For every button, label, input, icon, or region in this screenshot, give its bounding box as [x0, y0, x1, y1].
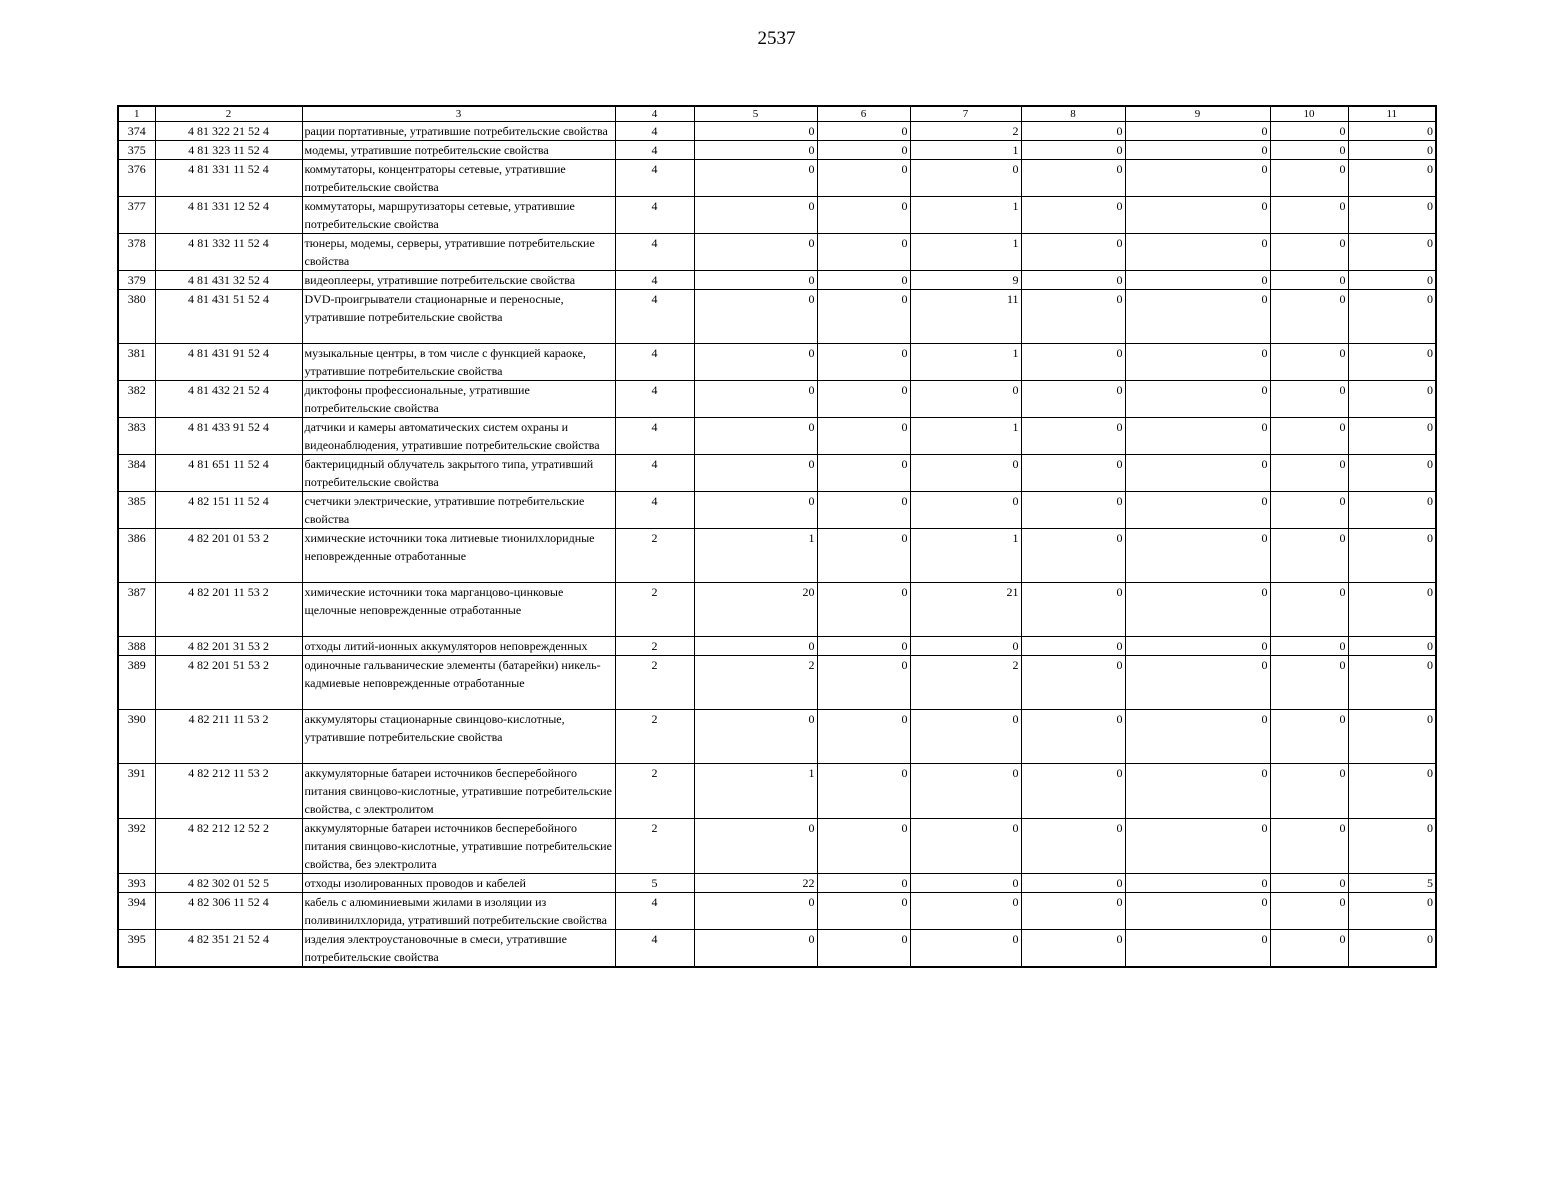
value-col-11: 5 — [1348, 874, 1436, 893]
value-col-9: 0 — [1125, 583, 1270, 637]
waste-name: DVD-проигрыватели стационарные и переносные, утратившие потребительские свойства — [302, 290, 615, 344]
value-col-11: 0 — [1348, 893, 1436, 930]
value-col-9: 0 — [1125, 141, 1270, 160]
value-col-10: 0 — [1270, 583, 1348, 637]
table-row — [118, 160, 1436, 197]
value-col-8: 0 — [1021, 455, 1125, 492]
waste-name: кабель с алюминиевыми жилами в изоляции из поливинилхлорида, утративший потребительские свойства — [302, 893, 615, 930]
waste-code: 4 81 332 11 52 4 — [155, 234, 302, 271]
row-number: 389 — [118, 656, 155, 710]
value-col-10: 0 — [1270, 656, 1348, 710]
value-col-6: 0 — [817, 290, 910, 344]
hazard-class: 4 — [615, 160, 694, 197]
waste-name: изделия электроустановочные в смеси, утратившие потребительские свойства — [302, 930, 615, 968]
waste-code: 4 81 431 32 52 4 — [155, 271, 302, 290]
row-number: 386 — [118, 529, 155, 583]
waste-code: 4 82 306 11 52 4 — [155, 893, 302, 930]
row-number: 376 — [118, 160, 155, 197]
hazard-class: 4 — [615, 197, 694, 234]
column-header: 7 — [910, 106, 1021, 122]
value-col-10: 0 — [1270, 141, 1348, 160]
table-row — [118, 290, 1436, 344]
waste-name: химические источники тока литиевые тионилхлоридные неповрежденные отработанные — [302, 529, 615, 583]
value-col-11: 0 — [1348, 930, 1436, 968]
value-col-8: 0 — [1021, 583, 1125, 637]
value-col-11: 0 — [1348, 344, 1436, 381]
value-col-8: 0 — [1021, 160, 1125, 197]
value-col-9: 0 — [1125, 234, 1270, 271]
row-number: 384 — [118, 455, 155, 492]
value-col-8: 0 — [1021, 141, 1125, 160]
value-col-7: 0 — [910, 874, 1021, 893]
row-number: 395 — [118, 930, 155, 968]
value-col-8: 0 — [1021, 197, 1125, 234]
column-number-row — [118, 106, 1436, 122]
value-col-7: 1 — [910, 529, 1021, 583]
value-col-10: 0 — [1270, 529, 1348, 583]
hazard-class: 4 — [615, 344, 694, 381]
column-header: 2 — [155, 106, 302, 122]
value-col-5: 0 — [694, 381, 817, 418]
value-col-5: 0 — [694, 344, 817, 381]
hazard-class: 2 — [615, 710, 694, 764]
value-col-8: 0 — [1021, 492, 1125, 529]
value-col-7: 0 — [910, 764, 1021, 819]
row-number: 377 — [118, 197, 155, 234]
value-col-7: 2 — [910, 656, 1021, 710]
value-col-9: 0 — [1125, 122, 1270, 141]
value-col-7: 0 — [910, 455, 1021, 492]
value-col-9: 0 — [1125, 418, 1270, 455]
value-col-5: 0 — [694, 930, 817, 968]
value-col-10: 0 — [1270, 764, 1348, 819]
waste-code: 4 82 201 01 53 2 — [155, 529, 302, 583]
value-col-7: 0 — [910, 710, 1021, 764]
value-col-9: 0 — [1125, 893, 1270, 930]
value-col-6: 0 — [817, 637, 910, 656]
waste-code: 4 81 331 12 52 4 — [155, 197, 302, 234]
column-header: 9 — [1125, 106, 1270, 122]
value-col-8: 0 — [1021, 381, 1125, 418]
hazard-class: 2 — [615, 819, 694, 874]
value-col-7: 0 — [910, 637, 1021, 656]
value-col-10: 0 — [1270, 122, 1348, 141]
value-col-7: 1 — [910, 197, 1021, 234]
waste-code: 4 82 212 12 52 2 — [155, 819, 302, 874]
value-col-6: 0 — [817, 874, 910, 893]
value-col-8: 0 — [1021, 764, 1125, 819]
value-col-6: 0 — [817, 529, 910, 583]
hazard-class: 4 — [615, 492, 694, 529]
hazard-class: 2 — [615, 764, 694, 819]
row-number: 381 — [118, 344, 155, 381]
value-col-6: 0 — [817, 418, 910, 455]
hazard-class: 2 — [615, 637, 694, 656]
value-col-6: 0 — [817, 710, 910, 764]
value-col-10: 0 — [1270, 455, 1348, 492]
value-col-6: 0 — [817, 492, 910, 529]
value-col-10: 0 — [1270, 874, 1348, 893]
value-col-11: 0 — [1348, 381, 1436, 418]
value-col-8: 0 — [1021, 122, 1125, 141]
value-col-5: 0 — [694, 819, 817, 874]
table-row — [118, 930, 1436, 968]
waste-name: счетчики электрические, утратившие потребительские свойства — [302, 492, 615, 529]
waste-code: 4 81 331 11 52 4 — [155, 160, 302, 197]
value-col-11: 0 — [1348, 122, 1436, 141]
waste-code: 4 81 322 21 52 4 — [155, 122, 302, 141]
waste-code: 4 81 432 21 52 4 — [155, 381, 302, 418]
waste-code: 4 81 651 11 52 4 — [155, 455, 302, 492]
column-header: 5 — [694, 106, 817, 122]
table-row — [118, 381, 1436, 418]
value-col-10: 0 — [1270, 819, 1348, 874]
waste-name: коммутаторы, концентраторы сетевые, утратившие потребительские свойства — [302, 160, 615, 197]
value-col-6: 0 — [817, 819, 910, 874]
value-col-7: 1 — [910, 344, 1021, 381]
value-col-9: 0 — [1125, 197, 1270, 234]
row-number: 391 — [118, 764, 155, 819]
hazard-class: 2 — [615, 529, 694, 583]
value-col-9: 0 — [1125, 930, 1270, 968]
value-col-11: 0 — [1348, 290, 1436, 344]
table-row — [118, 874, 1436, 893]
table-row — [118, 529, 1436, 583]
value-col-8: 0 — [1021, 893, 1125, 930]
value-col-10: 0 — [1270, 271, 1348, 290]
value-col-11: 0 — [1348, 234, 1436, 271]
row-number: 382 — [118, 381, 155, 418]
value-col-10: 0 — [1270, 930, 1348, 968]
table-row — [118, 710, 1436, 764]
waste-name: тюнеры, модемы, серверы, утратившие потребительские свойства — [302, 234, 615, 271]
value-col-5: 0 — [694, 122, 817, 141]
value-col-8: 0 — [1021, 234, 1125, 271]
value-col-6: 0 — [817, 122, 910, 141]
value-col-9: 0 — [1125, 874, 1270, 893]
value-col-6: 0 — [817, 381, 910, 418]
value-col-8: 0 — [1021, 819, 1125, 874]
value-col-7: 0 — [910, 930, 1021, 968]
value-col-6: 0 — [817, 197, 910, 234]
value-col-8: 0 — [1021, 418, 1125, 455]
value-col-8: 0 — [1021, 290, 1125, 344]
table-row — [118, 492, 1436, 529]
value-col-7: 1 — [910, 418, 1021, 455]
waste-name: аккумуляторные батареи источников бесперебойного питания свинцово-кислотные, утратившие потребительские свойства, без электролита — [302, 819, 615, 874]
waste-code: 4 82 351 21 52 4 — [155, 930, 302, 968]
waste-name: модемы, утратившие потребительские свойства — [302, 141, 615, 160]
value-col-5: 0 — [694, 455, 817, 492]
value-col-11: 0 — [1348, 764, 1436, 819]
waste-name: коммутаторы, маршрутизаторы сетевые, утратившие потребительские свойства — [302, 197, 615, 234]
value-col-5: 0 — [694, 637, 817, 656]
row-number: 380 — [118, 290, 155, 344]
value-col-6: 0 — [817, 583, 910, 637]
hazard-class: 4 — [615, 122, 694, 141]
waste-code: 4 82 201 51 53 2 — [155, 656, 302, 710]
row-number: 385 — [118, 492, 155, 529]
table-row — [118, 893, 1436, 930]
value-col-9: 0 — [1125, 344, 1270, 381]
value-col-9: 0 — [1125, 160, 1270, 197]
waste-name: бактерицидный облучатель закрытого типа, утративший потребительские свойства — [302, 455, 615, 492]
value-col-10: 0 — [1270, 290, 1348, 344]
value-col-9: 0 — [1125, 381, 1270, 418]
waste-name: рации портативные, утратившие потребительские свойства — [302, 122, 615, 141]
value-col-8: 0 — [1021, 271, 1125, 290]
waste-name: датчики и камеры автоматических систем охраны и видеонаблюдения, утратившие потребительские свойства — [302, 418, 615, 455]
row-number: 375 — [118, 141, 155, 160]
hazard-class: 5 — [615, 874, 694, 893]
value-col-5: 2 — [694, 656, 817, 710]
value-col-6: 0 — [817, 160, 910, 197]
table-row — [118, 271, 1436, 290]
value-col-5: 0 — [694, 197, 817, 234]
hazard-class: 4 — [615, 290, 694, 344]
hazard-class: 4 — [615, 271, 694, 290]
waste-code: 4 81 431 51 52 4 — [155, 290, 302, 344]
value-col-7: 0 — [910, 160, 1021, 197]
table-row — [118, 583, 1436, 637]
value-col-7: 0 — [910, 492, 1021, 529]
hazard-class: 4 — [615, 418, 694, 455]
hazard-class: 4 — [615, 141, 694, 160]
value-col-7: 11 — [910, 290, 1021, 344]
hazard-class: 4 — [615, 893, 694, 930]
value-col-5: 0 — [694, 290, 817, 344]
value-col-11: 0 — [1348, 710, 1436, 764]
value-col-11: 0 — [1348, 583, 1436, 637]
value-col-11: 0 — [1348, 656, 1436, 710]
value-col-5: 22 — [694, 874, 817, 893]
value-col-5: 0 — [694, 710, 817, 764]
hazard-class: 2 — [615, 656, 694, 710]
value-col-9: 0 — [1125, 271, 1270, 290]
value-col-8: 0 — [1021, 930, 1125, 968]
value-col-7: 21 — [910, 583, 1021, 637]
waste-name: одиночные гальванические элементы (батарейки) никель-кадмиевые неповрежденные отработанные — [302, 656, 615, 710]
waste-code: 4 81 431 91 52 4 — [155, 344, 302, 381]
row-number: 383 — [118, 418, 155, 455]
value-col-5: 0 — [694, 492, 817, 529]
hazard-class: 4 — [615, 930, 694, 968]
row-number: 378 — [118, 234, 155, 271]
waste-code: 4 81 433 91 52 4 — [155, 418, 302, 455]
value-col-5: 20 — [694, 583, 817, 637]
value-col-9: 0 — [1125, 637, 1270, 656]
value-col-10: 0 — [1270, 160, 1348, 197]
value-col-7: 1 — [910, 141, 1021, 160]
value-col-11: 0 — [1348, 455, 1436, 492]
value-col-10: 0 — [1270, 344, 1348, 381]
value-col-7: 0 — [910, 819, 1021, 874]
table-row — [118, 418, 1436, 455]
value-col-8: 0 — [1021, 344, 1125, 381]
value-col-10: 0 — [1270, 710, 1348, 764]
column-header: 6 — [817, 106, 910, 122]
table-row — [118, 637, 1436, 656]
waste-code: 4 82 151 11 52 4 — [155, 492, 302, 529]
value-col-11: 0 — [1348, 271, 1436, 290]
row-number: 388 — [118, 637, 155, 656]
row-number: 394 — [118, 893, 155, 930]
waste-name: диктофоны профессиональные, утратившие потребительские свойства — [302, 381, 615, 418]
waste-table — [117, 105, 1437, 968]
value-col-9: 0 — [1125, 529, 1270, 583]
value-col-8: 0 — [1021, 529, 1125, 583]
value-col-6: 0 — [817, 656, 910, 710]
row-number: 392 — [118, 819, 155, 874]
table-row — [118, 234, 1436, 271]
waste-code: 4 82 201 31 53 2 — [155, 637, 302, 656]
value-col-5: 0 — [694, 234, 817, 271]
column-header: 1 — [118, 106, 155, 122]
waste-name: аккумуляторы стационарные свинцово-кислотные, утратившие потребительские свойства — [302, 710, 615, 764]
table-row — [118, 197, 1436, 234]
value-col-7: 2 — [910, 122, 1021, 141]
value-col-6: 0 — [817, 455, 910, 492]
waste-name: химические источники тока марганцово-цинковые щелочные неповрежденные отработанные — [302, 583, 615, 637]
value-col-11: 0 — [1348, 819, 1436, 874]
value-col-10: 0 — [1270, 637, 1348, 656]
value-col-6: 0 — [817, 271, 910, 290]
hazard-class: 4 — [615, 234, 694, 271]
table-row — [118, 455, 1436, 492]
hazard-class: 2 — [615, 583, 694, 637]
value-col-9: 0 — [1125, 290, 1270, 344]
page-number: 2537 — [757, 28, 796, 49]
value-col-5: 0 — [694, 893, 817, 930]
value-col-5: 0 — [694, 271, 817, 290]
waste-code: 4 82 211 11 53 2 — [155, 710, 302, 764]
value-col-11: 0 — [1348, 141, 1436, 160]
value-col-8: 0 — [1021, 710, 1125, 764]
waste-name: видеоплееры, утратившие потребительские свойства — [302, 271, 615, 290]
table-row — [118, 141, 1436, 160]
waste-code: 4 82 201 11 53 2 — [155, 583, 302, 637]
value-col-9: 0 — [1125, 710, 1270, 764]
value-col-9: 0 — [1125, 764, 1270, 819]
waste-name: музыкальные центры, в том числе с функцией караоке, утратившие потребительские свойства — [302, 344, 615, 381]
value-col-7: 0 — [910, 893, 1021, 930]
hazard-class: 4 — [615, 455, 694, 492]
waste-name: отходы литий-ионных аккумуляторов неповрежденных — [302, 637, 615, 656]
table-row — [118, 344, 1436, 381]
value-col-9: 0 — [1125, 656, 1270, 710]
table-row — [118, 656, 1436, 710]
value-col-10: 0 — [1270, 197, 1348, 234]
table-row — [118, 122, 1436, 141]
value-col-6: 0 — [817, 234, 910, 271]
value-col-9: 0 — [1125, 492, 1270, 529]
table-row — [118, 764, 1436, 819]
value-col-5: 0 — [694, 160, 817, 197]
column-header: 8 — [1021, 106, 1125, 122]
value-col-11: 0 — [1348, 637, 1436, 656]
value-col-10: 0 — [1270, 492, 1348, 529]
value-col-6: 0 — [817, 344, 910, 381]
waste-code: 4 81 323 11 52 4 — [155, 141, 302, 160]
value-col-6: 0 — [817, 930, 910, 968]
value-col-5: 1 — [694, 764, 817, 819]
value-col-5: 1 — [694, 529, 817, 583]
value-col-9: 0 — [1125, 455, 1270, 492]
value-col-11: 0 — [1348, 418, 1436, 455]
value-col-11: 0 — [1348, 529, 1436, 583]
waste-name: аккумуляторные батареи источников бесперебойного питания свинцово-кислотные, утратившие потребительские свойства, с электролитом — [302, 764, 615, 819]
waste-code: 4 82 302 01 52 5 — [155, 874, 302, 893]
value-col-10: 0 — [1270, 381, 1348, 418]
value-col-9: 0 — [1125, 819, 1270, 874]
waste-code: 4 82 212 11 53 2 — [155, 764, 302, 819]
value-col-5: 0 — [694, 141, 817, 160]
column-header: 3 — [302, 106, 615, 122]
value-col-11: 0 — [1348, 492, 1436, 529]
value-col-8: 0 — [1021, 637, 1125, 656]
value-col-6: 0 — [817, 764, 910, 819]
row-number: 390 — [118, 710, 155, 764]
value-col-7: 9 — [910, 271, 1021, 290]
waste-name: отходы изолированных проводов и кабелей — [302, 874, 615, 893]
column-header: 4 — [615, 106, 694, 122]
hazard-class: 4 — [615, 381, 694, 418]
value-col-10: 0 — [1270, 234, 1348, 271]
column-header: 11 — [1348, 106, 1436, 122]
value-col-5: 0 — [694, 418, 817, 455]
row-number: 374 — [118, 122, 155, 141]
value-col-7: 0 — [910, 381, 1021, 418]
column-header: 10 — [1270, 106, 1348, 122]
row-number: 379 — [118, 271, 155, 290]
value-col-10: 0 — [1270, 893, 1348, 930]
row-number: 387 — [118, 583, 155, 637]
value-col-11: 0 — [1348, 197, 1436, 234]
value-col-10: 0 — [1270, 418, 1348, 455]
row-number: 393 — [118, 874, 155, 893]
value-col-6: 0 — [817, 141, 910, 160]
value-col-8: 0 — [1021, 656, 1125, 710]
value-col-6: 0 — [817, 893, 910, 930]
value-col-7: 1 — [910, 234, 1021, 271]
value-col-11: 0 — [1348, 160, 1436, 197]
value-col-8: 0 — [1021, 874, 1125, 893]
table-row — [118, 819, 1436, 874]
